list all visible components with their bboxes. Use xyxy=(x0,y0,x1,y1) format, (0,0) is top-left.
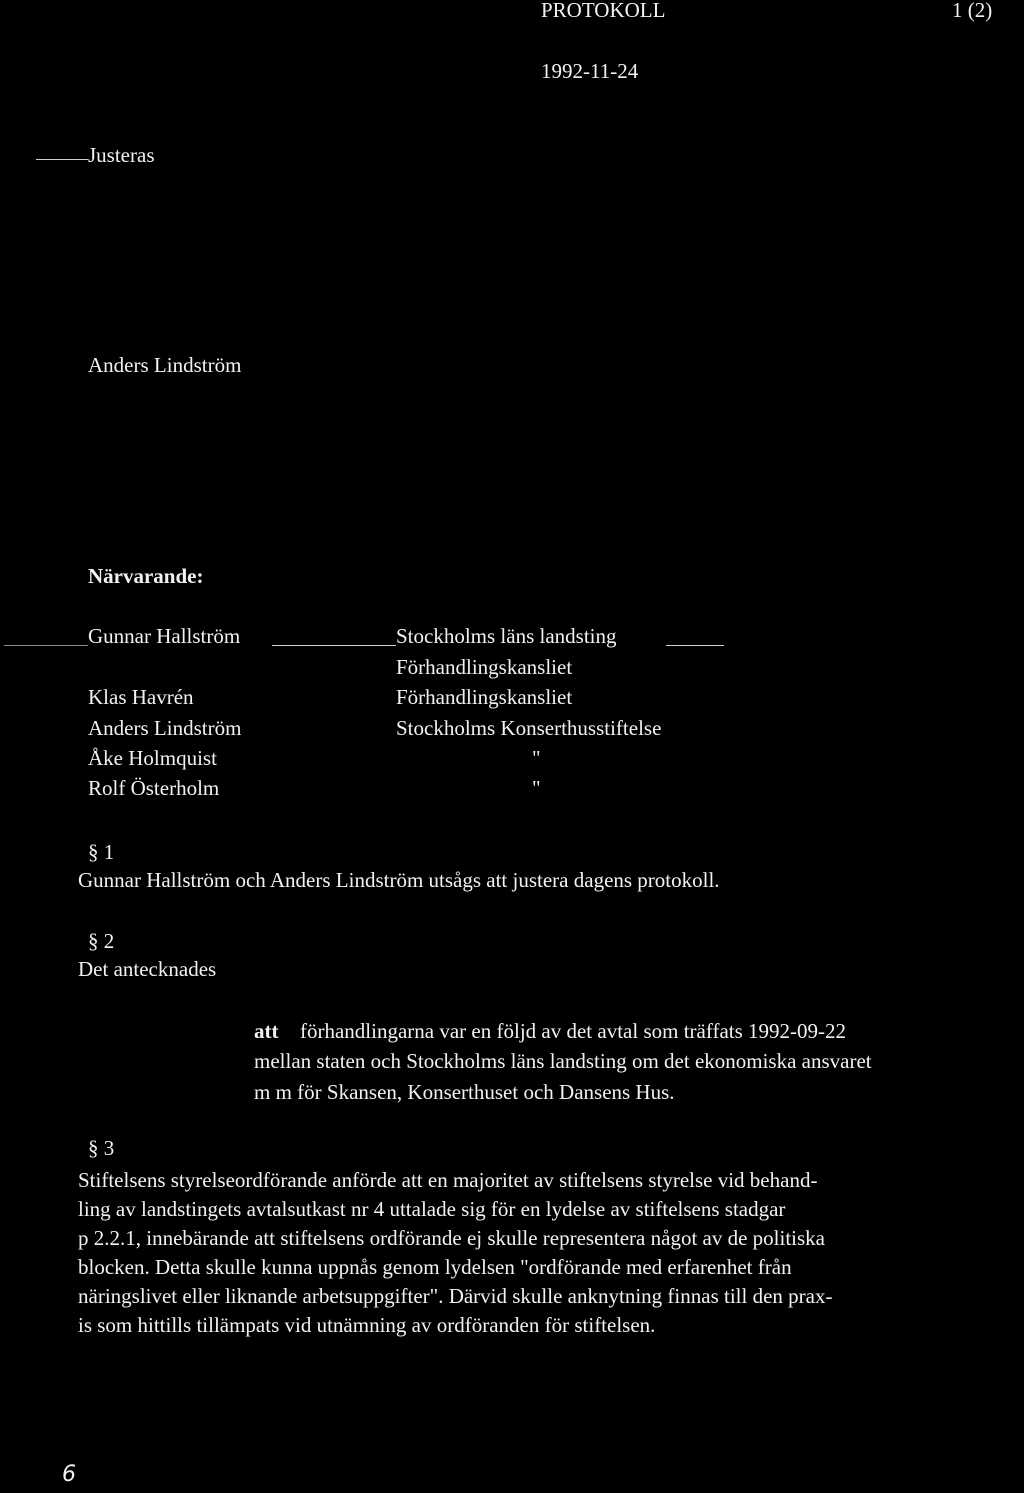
attendee-name: Anders Lindström xyxy=(88,716,242,740)
section-3-line: ling av landstingets avtalsutkast nr 4 uttalade sig för en lydelse av stiftelsens stadgar xyxy=(78,1197,786,1221)
section-3-body xyxy=(78,1166,832,1340)
section-3-line: näringslivet eller liknande arbetsuppgifter". Därvid skulle anknytning finnas till den prax- xyxy=(78,1284,833,1308)
section-3-line: blocken. Detta skulle kunna uppnås genom lydelsen "ordförande med erfarenhet från xyxy=(78,1255,792,1279)
section-3-line: Stiftelsens styrelseordförande anförde att en majoritet av stiftelsens styrelse vid behand- xyxy=(78,1168,818,1192)
attendee-org: " xyxy=(532,746,541,770)
attendee-name: Åke Holmquist xyxy=(88,746,217,770)
attendance-rule-mid xyxy=(272,645,396,646)
section-2-line: mellan staten och Stockholms läns landsting om det ekonomiska ansvaret xyxy=(254,1049,872,1073)
footer-mark: 6 xyxy=(62,1462,76,1487)
section-2-line: förhandlingarna var en följd av det avtal som träffats 1992-09-22 xyxy=(300,1019,847,1043)
section-3-heading: § 3 xyxy=(88,1136,115,1160)
justeras-label: Justeras xyxy=(88,143,155,167)
section-2-att: att xyxy=(254,1019,279,1043)
section-2-line: m m för Skansen, Konserthuset och Dansens Hus. xyxy=(254,1080,675,1104)
section-3-line: is som hittills tillämpats vid utnämning av ordföranden för stiftelsen. xyxy=(78,1313,656,1337)
attendee-name: Klas Havrén xyxy=(88,685,194,709)
attendance-rule-left xyxy=(4,645,88,646)
section-3-line: p 2.2.1, innebärande att stiftelsens ordförande ej skulle representera något av de politiska xyxy=(78,1226,825,1250)
section-1-heading: § 1 xyxy=(88,840,115,864)
attendee-org: Stockholms läns landsting xyxy=(396,624,617,648)
attendee-name: Gunnar Hallström xyxy=(88,624,241,648)
section-2-intro: Det antecknades xyxy=(78,957,217,981)
document-date: 1992-11-24 xyxy=(541,59,639,83)
section-2-heading: § 2 xyxy=(88,929,115,953)
document-type: PROTOKOLL xyxy=(541,0,666,22)
attendee-org: Stockholms Konserthusstiftelse xyxy=(396,716,662,740)
attendee-org: " xyxy=(532,776,541,800)
page-number: 1 (2) xyxy=(952,0,993,22)
attendee-org: Förhandlingskansliet xyxy=(396,685,573,709)
attendee-name: Rolf Österholm xyxy=(88,776,220,800)
justeras-rule xyxy=(36,159,88,160)
signatory-name: Anders Lindström xyxy=(88,353,242,377)
section-1-text: Gunnar Hallström och Anders Lindström utsågs att justera dagens protokoll. xyxy=(78,868,720,892)
attendance-heading: Närvarande: xyxy=(88,564,204,588)
attendance-rule-right xyxy=(666,645,724,646)
attendee-org: Förhandlingskansliet xyxy=(396,655,573,679)
